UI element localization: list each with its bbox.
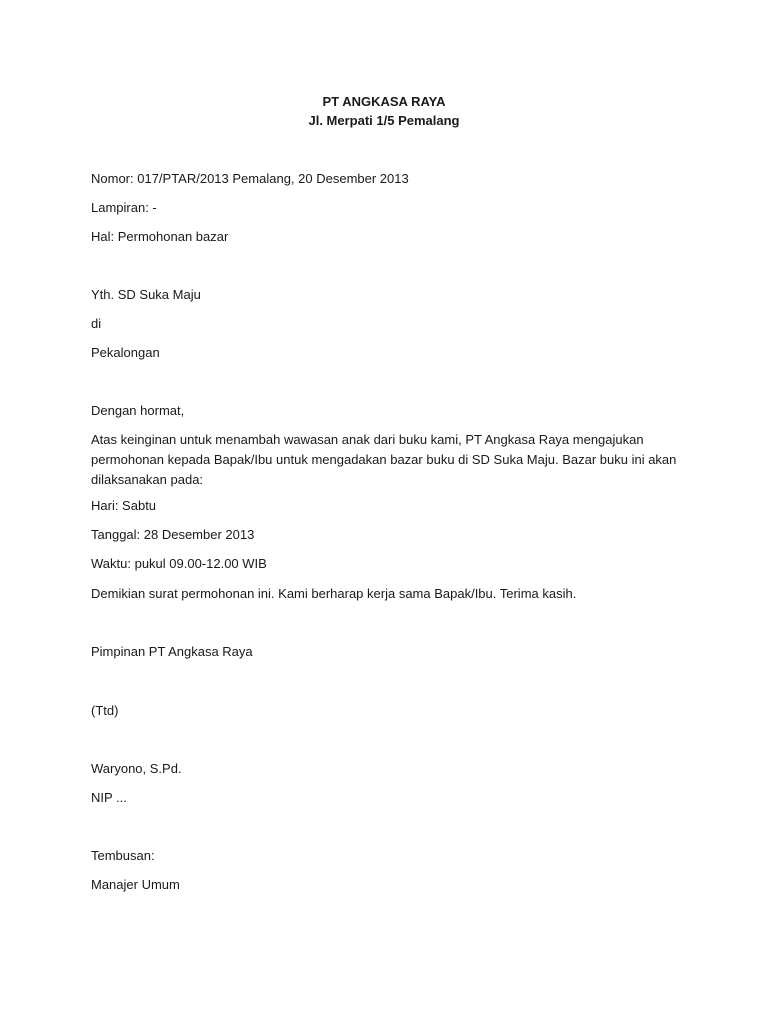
closing-sentence: Demikian surat permohonan ini. Kami berharap kerja sama Bapak/Ibu. Terima kasih. — [91, 586, 577, 601]
event-day: Hari: Sabtu — [91, 498, 157, 513]
letter-number: Nomor: 017/PTAR/2013 Pemalang, 20 Desember 2013 — [91, 171, 409, 186]
event-date: Tanggal: 28 Desember 2013 — [91, 527, 255, 542]
greeting: Dengan hormat, — [91, 403, 185, 418]
letter-attachment: Lampiran: - — [91, 200, 157, 215]
signature-title: Pimpinan PT Angkasa Raya — [91, 644, 253, 659]
intro-line: dilaksanakan pada: — [91, 472, 204, 487]
signatory-nip: NIP ... — [91, 790, 127, 805]
intro-paragraph — [91, 430, 677, 490]
letter-subject: Hal: Permohonan bazar — [91, 229, 229, 244]
event-time: Waktu: pukul 09.00-12.00 WIB — [91, 556, 267, 571]
company-address: Jl. Merpati 1/5 Pemalang — [308, 113, 460, 128]
recipient-name: Yth. SD Suka Maju — [91, 287, 201, 302]
cc-label: Tembusan: — [91, 848, 155, 863]
signatory-name: Waryono, S.Pd. — [91, 761, 182, 776]
intro-line: Atas keinginan untuk menambah wawasan anak dari buku kami, PT Angkasa Raya mengajukan — [91, 432, 644, 447]
signature-mark: (Ttd) — [91, 703, 119, 718]
intro-line: permohonan kepada Bapak/Ibu untuk mengadakan bazar buku di SD Suka Maju. Bazar buku ini akan — [91, 452, 677, 467]
recipient-city: Pekalongan — [91, 345, 160, 360]
cc-recipient: Manajer Umum — [91, 877, 180, 892]
company-name: PT ANGKASA RAYA — [322, 94, 446, 109]
recipient-di: di — [91, 316, 102, 331]
